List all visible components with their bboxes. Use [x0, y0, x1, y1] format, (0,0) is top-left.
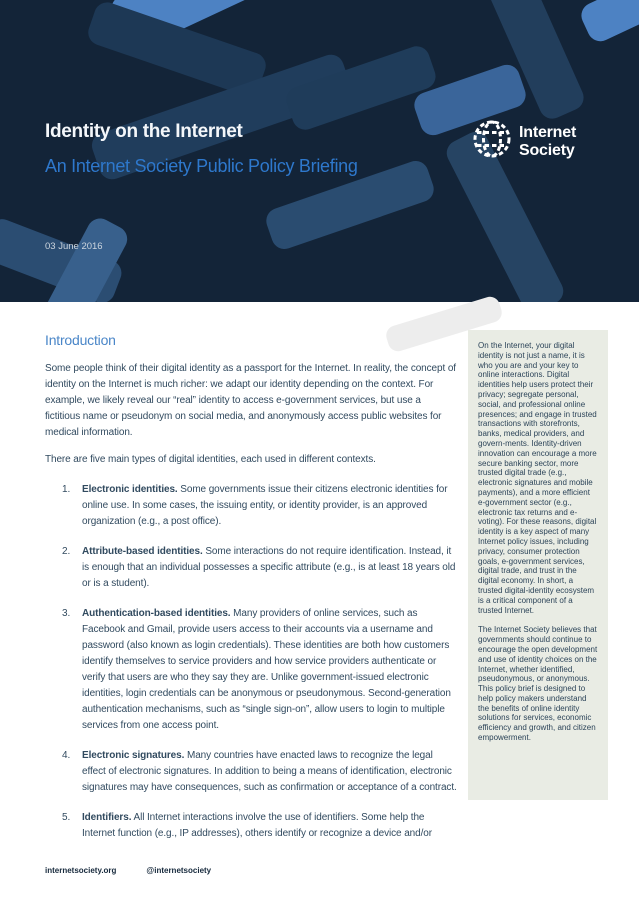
list-item-number: 2.	[62, 546, 71, 557]
list-item-title: Identifiers.	[82, 812, 132, 823]
list-item-text	[82, 606, 457, 734]
list-item-body: Some governments issue their citizens electronic identities for online use. In some cases, the issuing entity, or identity provider, is an approved organization (e.g., a post office).	[82, 484, 448, 527]
list-item-text	[82, 482, 457, 530]
logo-wordmark	[519, 124, 576, 160]
list-item-body: Many countries have enacted laws to recognize the legal effect of electronic signatures. In addition to being a means of identification, electronic signatures may have consequences, such as confirmation or acceptance of a contract.	[82, 750, 457, 793]
logo-line2: Society	[519, 141, 575, 159]
list-item-text	[82, 748, 457, 796]
list-item-body: Many providers of online services, such as Facebook and Gmail, provide users access to their accounts via a username and password (also known as login credentials). These identities are both how customers identify themselves to service providers and how service providers authenticate or verify that users are who they say they are. Unlike government-issued electronic identities, login credentials can be anonymous or pseudonymous. Second-generation authentication mechanisms, such as “single sign-on”, allow users to login to multiple services from one access point.	[82, 608, 451, 731]
list-item-number: 5.	[62, 812, 71, 823]
list-item-text	[82, 544, 457, 592]
document-title: Identity on the Internet	[45, 121, 243, 142]
list-item-number: 3.	[62, 608, 71, 619]
intro-paragraph-1: Some people think of their digital identity as a passport for the Internet. In reality, the concept of identity on the Internet is much richer: we adapt our identity depending on the context. For example, we likely reveal our “real” identity to access e-government services, but use a fictitious name or pseudonym on social media, and anonymously access public websites for medical information.	[45, 363, 456, 438]
page-footer	[45, 866, 595, 875]
internet-society-logo	[472, 119, 576, 164]
list-item	[45, 544, 457, 592]
list-item-number: 1.	[62, 484, 71, 495]
header-banner	[0, 0, 639, 302]
list-item-title: Authentication-based identities.	[82, 608, 231, 619]
footer-website: internetsociety.org	[45, 866, 117, 875]
document-subtitle: An Internet Society Public Policy Briefing	[45, 156, 358, 176]
list-item-body: All Internet interactions involve the use of identifiers. Some help the Internet function (e.g., IP addresses), others identify or recognize a device and/or	[82, 812, 432, 839]
list-item	[45, 482, 457, 530]
publication-date: 03 June 2016	[45, 241, 103, 252]
decor-band	[283, 43, 439, 133]
summary-sidebar	[468, 330, 608, 800]
footer-twitter-handle: @internetsociety	[146, 866, 212, 875]
decor-band	[577, 0, 639, 45]
globe-icon	[472, 119, 512, 164]
list-item	[45, 606, 457, 734]
list-item	[45, 810, 457, 842]
logo-line1: Internet	[519, 123, 577, 141]
list-item	[45, 748, 457, 796]
section-heading-introduction: Introduction	[45, 332, 116, 348]
list-item-title: Electronic signatures.	[82, 750, 185, 761]
identity-types-list	[45, 482, 457, 842]
main-content	[45, 332, 457, 856]
list-item-title: Attribute-based identities.	[82, 546, 203, 557]
sidebar-paragraph-1: On the Internet, your digital identity is not just a name, it is who you are and your key to online interactions. Digital identities help users protect their privacy; segregate personal, social, and professional online presences; and engage in trusted transactions with storefronts, banks, medical providers, and govern-ments. Identity-driven innovation can encourage a more secure banking sector, more trusted digital trade (e.g., electronic signatures and mobile payments), and a more efficient e-government sector (e.g., electronic tax returns and e-voting). For these reasons, digital identity is a key aspect of many Internet policy issues, including privacy, consumer protection goals, e-government services, digital trade, and trust in the digital economy. In short, a trusted digital-identity ecosystem is a critical component of a trusted Internet.	[478, 341, 597, 615]
list-item-body: Some interactions do not require identification. Instead, it is enough that an individual possesses a specific attribute (e.g., is at least 18 years old or is a student).	[82, 546, 456, 589]
intro-paragraph-2: There are five main types of digital identities, each used in different contexts.	[45, 454, 376, 465]
sidebar-paragraph-2: The Internet Society believes that governments should continue to encourage the open development and use of identity choices on the Internet, whether identified, pseudonymous, or anonymous. This policy brief is designed to help policy makers understand the benefits of online identity solutions for services, economic efficiency and growth, and citizen empowerment.	[478, 625, 598, 743]
list-item-text	[82, 810, 457, 842]
list-item-title: Electronic identities.	[82, 484, 178, 495]
list-item-number: 4.	[62, 750, 71, 761]
